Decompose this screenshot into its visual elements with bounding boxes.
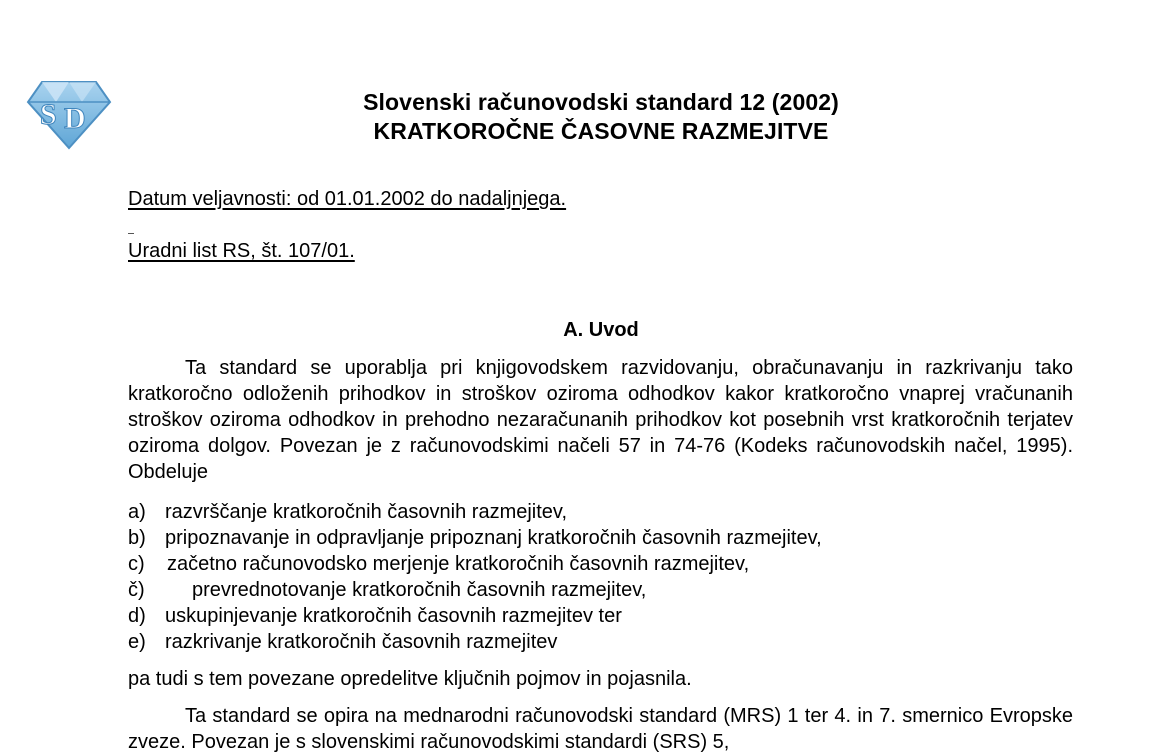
- standard-subtitle: KRATKOROČNE ČASOVNE RAZMEJITVE: [373, 118, 829, 144]
- list-item-text: prevrednotovanje kratkoročnih časovnih razmejitev,: [192, 579, 647, 601]
- list-item: [128, 603, 1073, 629]
- list-item-text: uskupinjevanje kratkoročnih časovnih razmejitev ter: [165, 605, 622, 627]
- svg-text:S: S: [40, 98, 57, 131]
- divider: [128, 233, 134, 234]
- list-item: [128, 629, 1073, 655]
- list-marker: a): [128, 501, 146, 523]
- official-gazette-reference: Uradni list RS, št. 107/01.: [128, 240, 355, 262]
- list-marker: č): [128, 579, 145, 601]
- section-heading: A. Uvod: [563, 319, 639, 341]
- list-item-text: razvrščanje kratkoročnih časovnih razmejitev,: [165, 501, 568, 523]
- standard-title: Slovenski računovodski standard 12 (2002): [363, 89, 839, 115]
- list-marker: b): [128, 527, 146, 549]
- list-marker: c): [128, 553, 145, 575]
- closing-sentence: pa tudi s tem povezane opredelitve ključnih pojmov in pojasnila.: [128, 668, 692, 690]
- list-marker: d): [128, 605, 146, 627]
- validity-date: Datum veljavnosti: od 01.01.2002 do nadaljnjega.: [128, 188, 567, 210]
- list-item-text: pripoznavanje in odpravljanje pripoznanj kratkoročnih časovnih razmejitev,: [165, 527, 822, 549]
- document-title: [0, 88, 1157, 146]
- list-item-text: začetno računovodsko merjenje kratkoročnih časovnih razmejitev,: [167, 553, 750, 575]
- list-item: [128, 499, 1073, 525]
- list-item-text: razkrivanje kratkoročnih časovnih razmejitev: [165, 631, 558, 653]
- intro-paragraph: Ta standard se uporablja pri knjigovodskem razvidovanju, obračunavanju in razkrivanju tako kratkoročno odloženih prihodkov in stroškov oziroma odhodkov kakor kratkoročno vnaprej vračunanih stroškov oziroma odhodkov in prehodno nezaračunanih prihodkov kot posebnih vrst kratkoročnih terjatev oziroma dolgov. Povezan je z računovodskimi načeli 57 in 74-76 (Kodeks računovodskih načel, 1995). Obdeluje: [128, 357, 1073, 483]
- topics-list: [128, 499, 1073, 655]
- list-item: [128, 577, 1073, 603]
- second-paragraph: Ta standard se opira na mednarodni računovodski standard (MRS) 1 ter 4. in 7. smernico Evropske zveze. Povezan je s slovenskimi računovodskimi standardi (SRS) 5,: [128, 705, 1073, 753]
- list-item: [128, 525, 1073, 551]
- list-item: [128, 551, 1073, 577]
- svg-text:D: D: [64, 102, 86, 135]
- list-marker: e): [128, 631, 146, 653]
